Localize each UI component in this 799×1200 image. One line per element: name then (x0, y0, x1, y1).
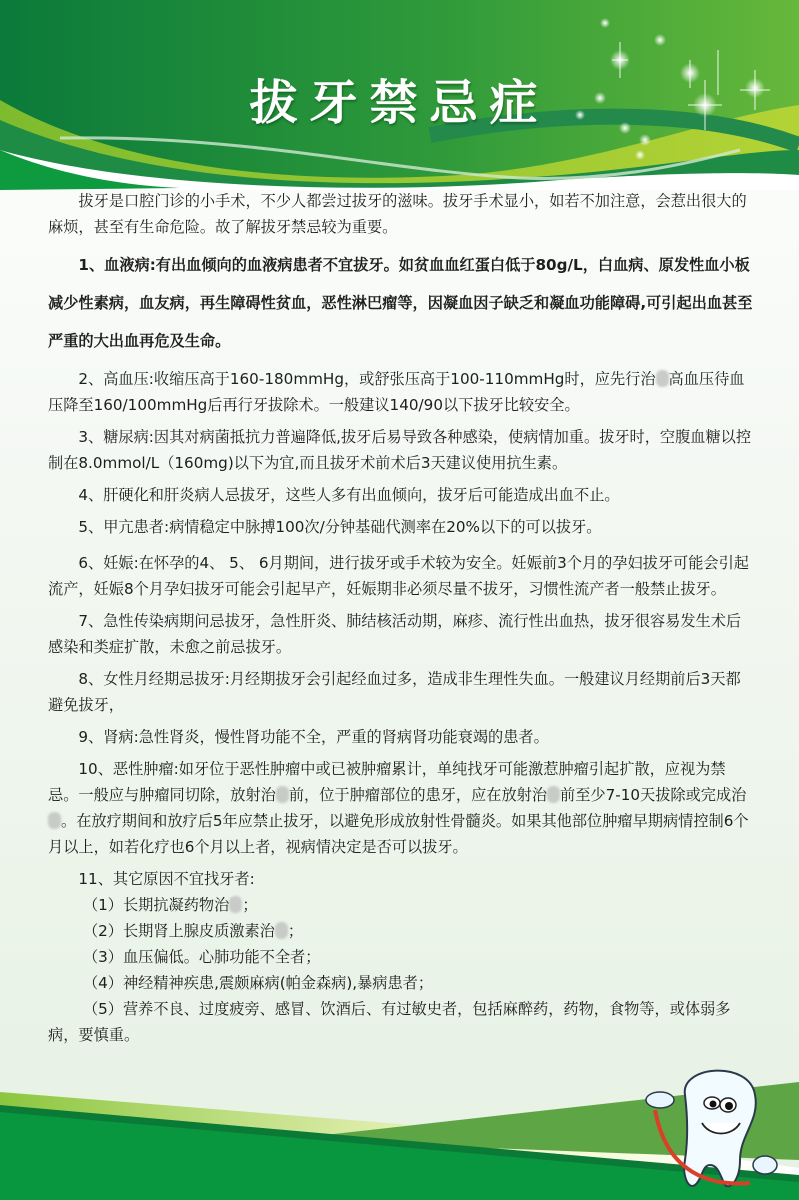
item-8-menstruation: 8、女性月经期忌拔牙:月经期拔牙会引起经血过多，造成非生理性失血。一般建议月经期前后3天都避免拔牙， (48, 670, 741, 714)
sub-item-3: （3）血压偏低。心肺功能不全者； (82, 948, 321, 966)
header-banner (0, 0, 799, 190)
redacted-mark (229, 896, 242, 913)
redacted-mark (275, 922, 288, 939)
item-9-kidney: 9、肾病:急性肾炎，慢性肾功能不全，严重的肾病肾功能衰竭的患者。 (78, 728, 549, 746)
item-3-diabetes: 3、糖尿病:因其对病菌抵抗力普遍降低,拔牙后易导致各种感染，使病情加重。拔牙时，空腹血糖以控制在8.0mmol/L（160mg)以下为宜,而且拔牙术前术后3天建议使用抗生素。 (48, 428, 752, 472)
item-11-other: 11、其它原因不宜找牙者: (78, 870, 255, 888)
item-10-tumor: 10、恶性肿瘤:如牙位于恶性肿瘤中或已被肿瘤累计，单纯找牙可能激惹肿瘤引起扩散，应视为禁忌。一般应与肿瘤同切除，放射治 前，位于肿瘤部位的患牙，应在放射治 前至少7-10天拔除或完成治。在放疗期间和放疗后5年应禁止拔牙，以避免形成放射性骨髓炎。如果其他部位肿瘤早期病情控制6个月以上，如若化疗也6个月以上者，视病情决定是否可以拔牙。 (48, 760, 749, 856)
redacted-mark (48, 812, 61, 829)
item-7-infectious: 7、急性传染病期问忌拔牙，急性肝炎、肺结核活动期，麻疹、流行性出血热，拔牙很容易发生术后感染和类症扩散，未愈之前忌拔牙。 (48, 612, 742, 656)
item-4-liver: 4、肝硬化和肝炎病人忌拔牙，这些人多有出血倾向，拔牙后可能造成出血不止。 (78, 486, 620, 504)
sub-item-2: （2）长期肾上腺皮质激素治 ； (82, 922, 304, 940)
redacted-mark (656, 370, 669, 387)
redacted-mark (276, 786, 289, 803)
item-5-hyperthyroid: 5、甲亢患者:病情稳定中脉搏100次/分钟基础代测率在20%以下的可以拔牙。 (78, 518, 602, 536)
sub-item-5: （5）营养不良、过度疲旁、感冒、饮酒后、有过敏史者，包括麻醉药，药物，食物等，或体弱多病，要慎重。 (48, 1000, 731, 1044)
tooth-mascot-icon (640, 1065, 799, 1200)
item-1-blood-disease: 1、血液病:有出血倾向的血液病患者不宜拔牙。如贫血血红蛋白低于80g/L，白血病、原发性血小板减少性素病，血友病，再生障碍性贫血，恶性淋巴瘤等，因凝血因子缺乏和凝血功能障碍,可引起出血甚至严重的大出血再危及生命。 (48, 256, 753, 350)
sub-item-4: （4）神经精神疾患,震颇麻病(帕金森病),暴病患者； (82, 974, 434, 992)
item-2-hypertension: 2、高血压:收缩压高于160-180mmHg，或舒张压高于100-110mmHg时，应先行治 高血压待血压降至160/100mmHg后再行牙拔除术。一般建议140/90以下拔牙比较安全。 (48, 370, 745, 414)
page-title: 拔牙禁忌症 (249, 75, 550, 131)
redacted-mark (547, 786, 560, 803)
item-6-pregnancy: 6、妊娠:在怀孕的4、 5、 6月期间，进行拔牙或手术较为安全。妊娠前3个月的孕妇拔牙可能会引起流产，妊娠8个月孕妇拔牙可能会引起早产，妊娠期非必须尽量不拔牙，习惯性流产者一般禁止拔牙。 (48, 554, 749, 598)
sub-item-1: （1）长期抗凝药物治 ； (82, 896, 258, 914)
document-body (48, 188, 753, 1048)
intro-paragraph: 拔牙是口腔门诊的小手术，不少人都尝过拔牙的滋味。拔牙手术显小，如若不加注意，会惹出很大的麻烦，甚至有生命危险。故了解拔牙禁忌较为重要。 (48, 192, 747, 236)
